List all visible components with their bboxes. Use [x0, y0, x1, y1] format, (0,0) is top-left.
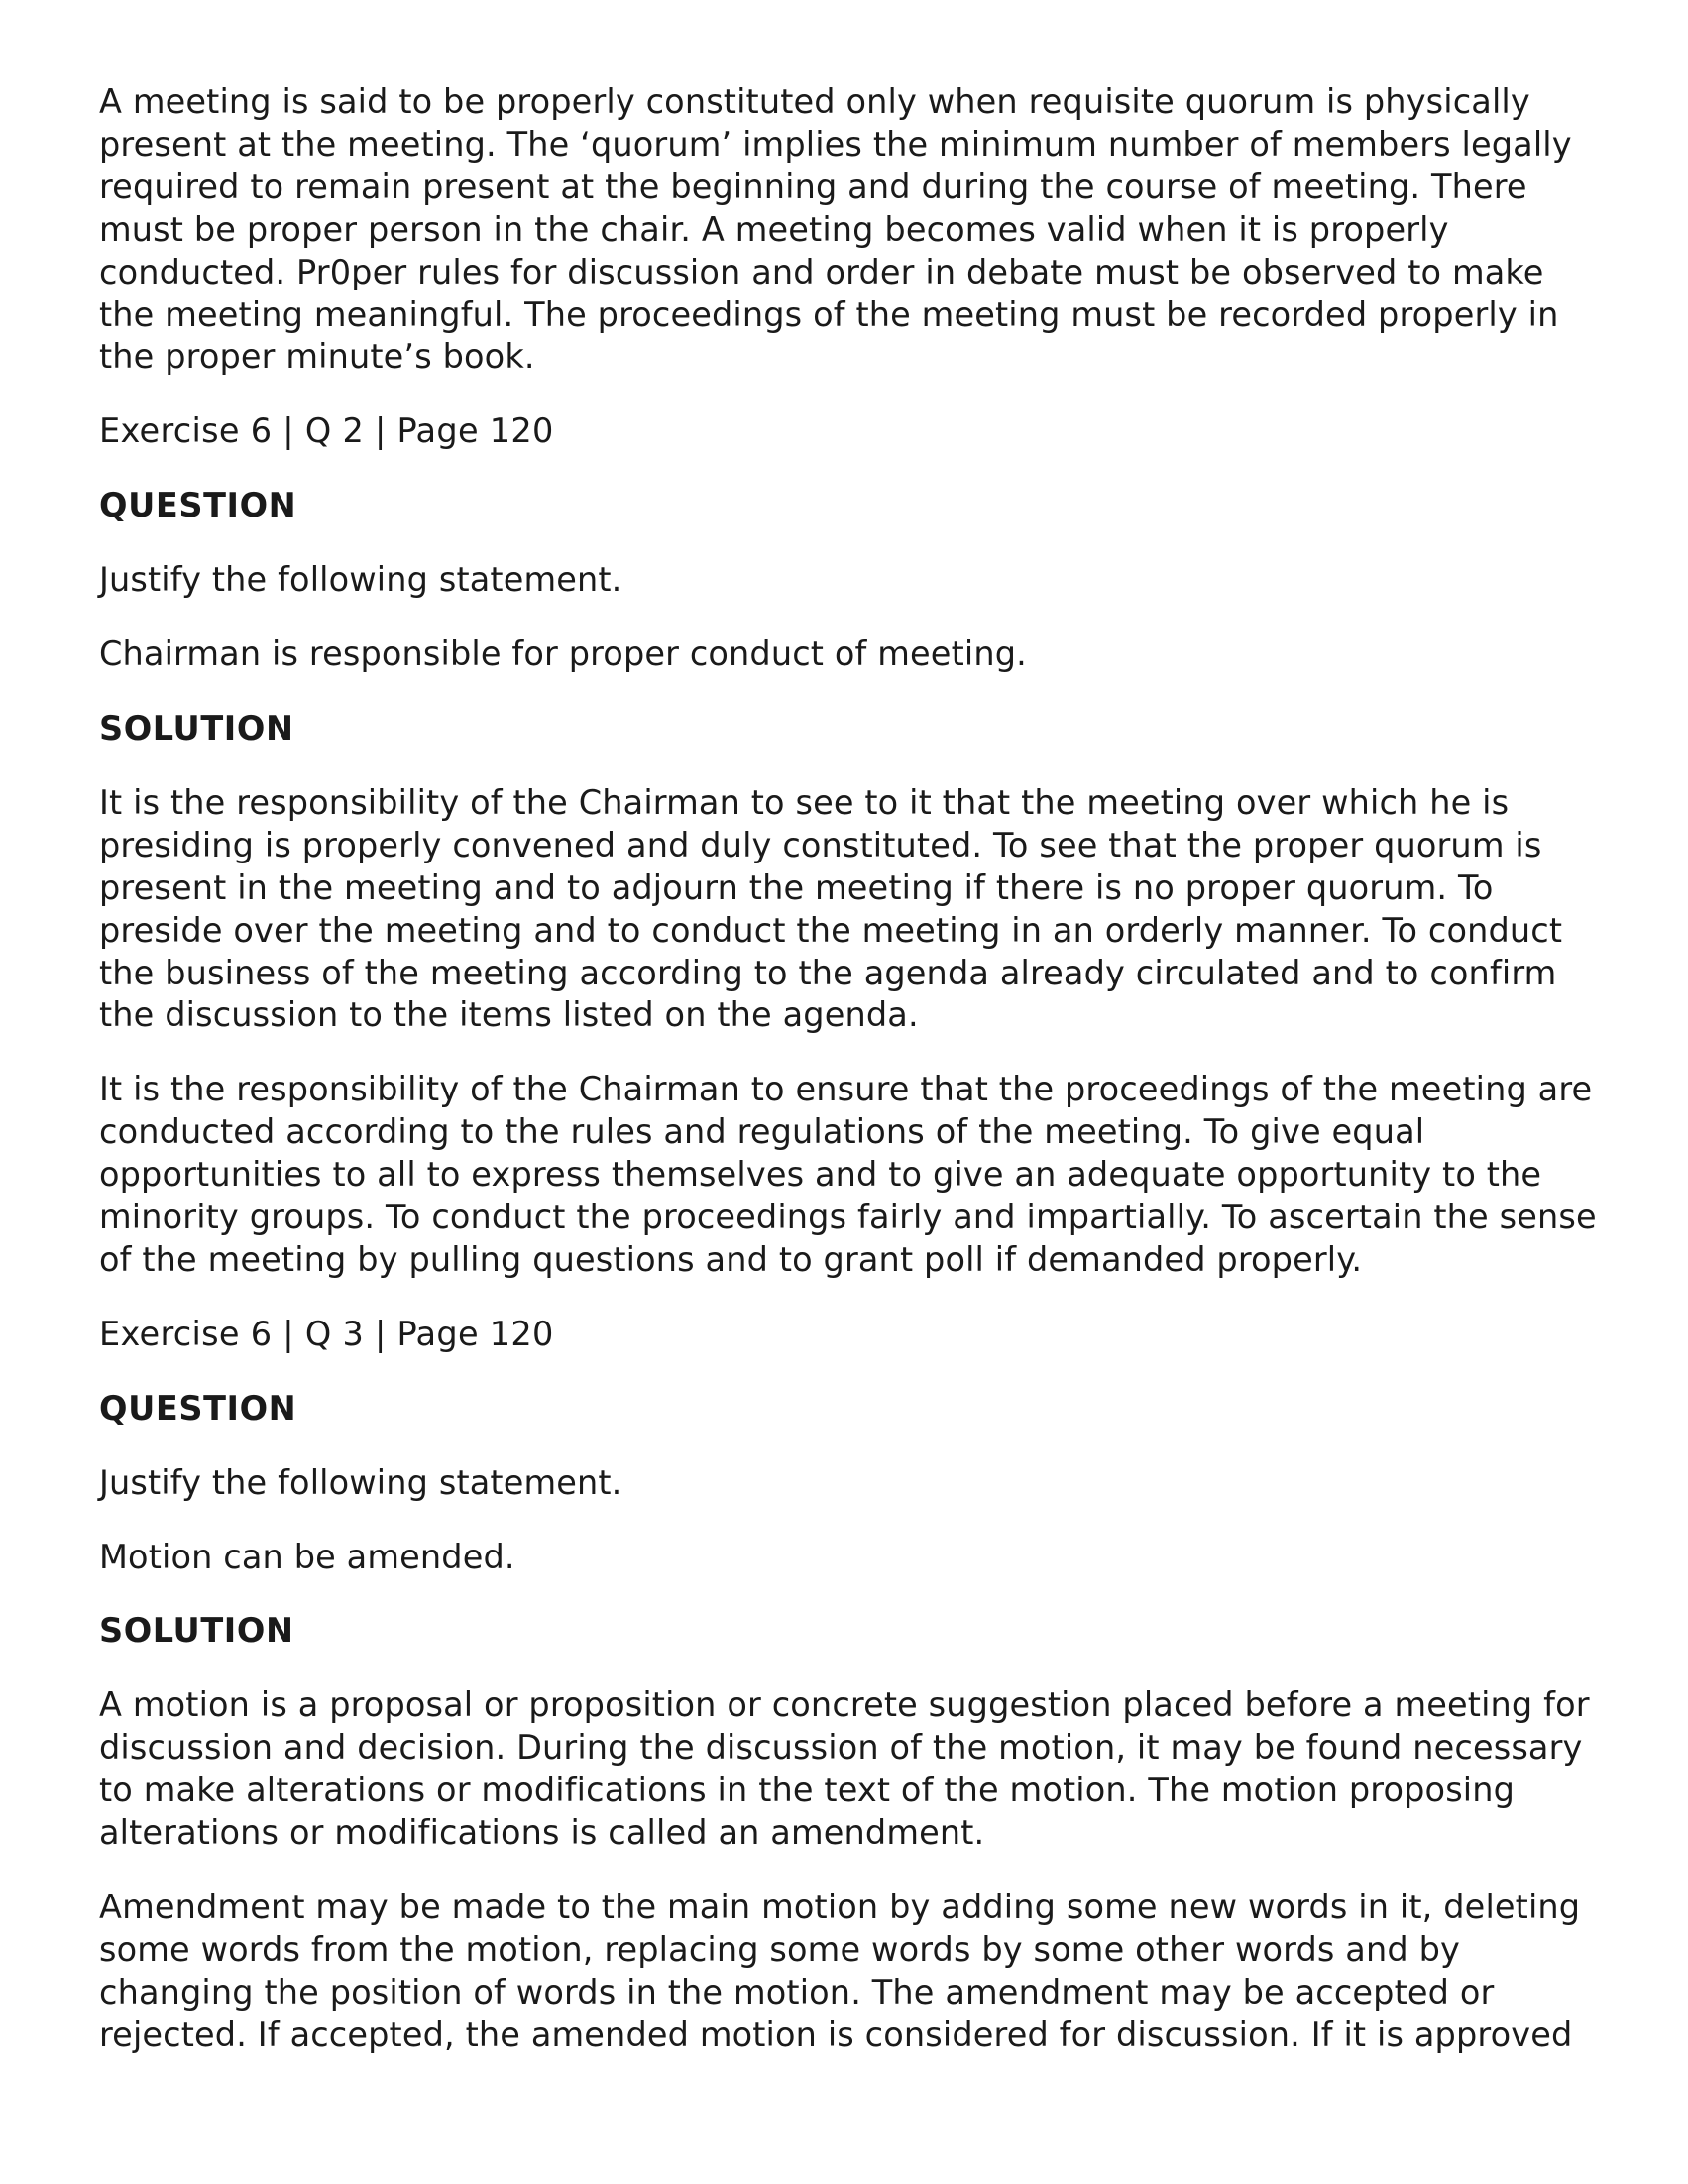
text-line: It is the responsibility of the Chairman to ensure that the proceedings of the meeting are: [99, 1070, 1593, 1109]
text-line: A meeting is said to be properly constituted only when requisite quorum is physically: [99, 82, 1530, 121]
text-line: alterations or modifications is called an amendment.: [99, 1813, 985, 1853]
text-line: the meeting meaningful. The proceedings of the meeting must be recorded properly in: [99, 294, 1559, 334]
text-line: changing the position of words in the motion. The amendment may be accepted or: [99, 1972, 1495, 2012]
q2-statement: Chairman is responsible for proper conduct of meeting.: [99, 634, 1027, 674]
q2-reference: Exercise 6 | Q 2 | Page 120: [99, 411, 554, 451]
text-line: present at the meeting. The ‘quorum’ implies the minimum number of members legally: [99, 124, 1572, 164]
text-line: the discussion to the items listed on the agenda.: [99, 995, 919, 1035]
q3-statement: Motion can be amended.: [99, 1537, 515, 1576]
text-line: rejected. If accepted, the amended motion is considered for discussion. If it is approved: [99, 2014, 1573, 2054]
intro-paragraph: [99, 81, 1606, 379]
text-line: must be proper person in the chair. A meeting becomes valid when it is properly: [99, 209, 1449, 249]
text-line: opportunities to all to express themselves and to give an adequate opportunity to the: [99, 1155, 1542, 1195]
text-line: the proper minute’s book.: [99, 337, 535, 377]
text-line: some words from the motion, replacing some words by some other words and by: [99, 1929, 1460, 1969]
q3-reference: Exercise 6 | Q 3 | Page 120: [99, 1314, 554, 1353]
q3-instruction: Justify the following statement.: [99, 1462, 622, 1502]
q2-question-heading: QUESTION: [99, 486, 297, 525]
text-line: Amendment may be made to the main motion by adding some new words in it, deleting: [99, 1888, 1581, 1926]
text-line: preside over the meeting and to conduct the meeting in an orderly manner. To conduct: [99, 910, 1563, 950]
text-line: conducted. Pr0per rules for discussion and order in debate must be observed to make: [99, 252, 1544, 291]
document-body: [99, 81, 1606, 2057]
q2-solution-paragraph-2: [99, 1069, 1606, 1282]
text-line: minority groups. To conduct the proceedings fairly and impartially. To ascertain the sense: [99, 1198, 1597, 1237]
q3-solution-paragraph-1: [99, 1684, 1606, 1855]
text-line: present in the meeting and to adjourn the meeting if there is no proper quorum. To: [99, 867, 1494, 907]
q3-solution-paragraph-2: [99, 1887, 1606, 2057]
q3-solution-heading: SOLUTION: [99, 1611, 294, 1651]
text-line: discussion and decision. During the discussion of the motion, it may be found necessary: [99, 1728, 1583, 1768]
q3-question-heading: QUESTION: [99, 1388, 297, 1428]
text-line: required to remain present at the beginning and during the course of meeting. There: [99, 167, 1527, 206]
text-line: conducted according to the rules and regulations of the meeting. To give equal: [99, 1112, 1425, 1152]
text-line: the business of the meeting according to the agenda already circulated and to confirm: [99, 953, 1557, 992]
q2-solution-paragraph-1: [99, 782, 1606, 1037]
q2-instruction: Justify the following statement.: [99, 560, 622, 600]
text-line: to make alterations or modifications in the text of the motion. The motion proposing: [99, 1771, 1516, 1810]
text-line: presiding is properly convened and duly constituted. To see that the proper quorum is: [99, 825, 1542, 864]
q2-solution-heading: SOLUTION: [99, 708, 294, 747]
text-line: A motion is a proposal or proposition or concrete suggestion placed before a meeting for: [99, 1685, 1590, 1725]
text-line: of the meeting by pulling questions and to grant poll if demanded properly.: [99, 1239, 1363, 1279]
text-line: It is the responsibility of the Chairman to see to it that the meeting over which he is: [99, 782, 1510, 822]
